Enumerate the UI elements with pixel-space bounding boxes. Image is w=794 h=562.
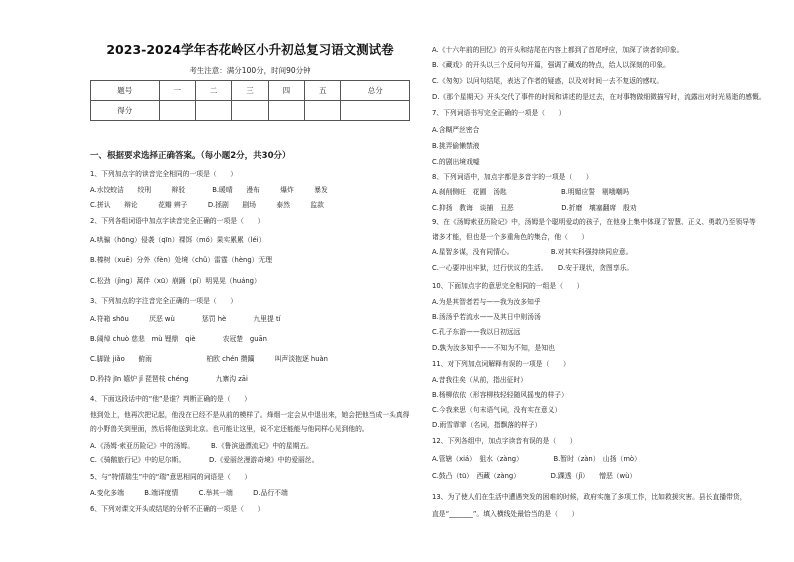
section-heading: 一、根据要求选择正确答案。（每小题2分，共30分） [90, 151, 291, 161]
question-line: D.雨雪霏霏（名词，指飘落的样子） [432, 421, 542, 429]
question-line: A.昔我往矣（从前，指出征时） [432, 376, 528, 384]
score-header-cell: 四 [268, 81, 304, 101]
question-line: A.管辖（xiá） 狙水（zàng） B.暂时（zàn） 山扬（mò） [432, 455, 641, 463]
question-line: 1、下列加点字的读音完全相同的一项是（ ） [90, 170, 238, 178]
page-title: 2023-2024学年杏花岭区小升初总复习语文测试卷 [106, 42, 394, 57]
question-line: D.矜持 jīn 嬉炉 jǐ 琵琶枝 chéng 九寨沟 zāi [90, 375, 248, 383]
question-line: 12、下列各组中，加点字读音有误的是（ ） [432, 437, 577, 445]
exam-note: 考生注意：满分100分，时间90分钟 [189, 66, 311, 75]
question-line: C.《骑鹅旅行记》中的尼尔斯。 D.《爱丽丝漫游奇境》中的爱丽丝。 [90, 456, 319, 464]
question-line: 5、与“特情瑞生”中的“瑞”意思相同的词语是（ ） [90, 473, 252, 481]
question-line: C.松劲（jìng）蒿伴（xū）崩踊（pǐ）明晃晃（huáng） [90, 277, 261, 285]
question-line: A.哄骗（hōng）侵袭（qīn）裸饵（mó）果实累累（léi） [90, 236, 266, 244]
question-line: C.孔子东游——我以日初远远 [432, 328, 521, 336]
question-line: 直是“_______”。填入横线处最恰当的是（ ） [432, 510, 579, 518]
question-line: A.为是其智者若与——我为汝多知乎 [432, 298, 541, 306]
score-header-cell: 五 [305, 81, 341, 101]
question-line: A.水饺蛟洁 绞刑 辩驳 B.暖晴 漫布 爆炸 暴发 [90, 186, 328, 194]
question-line: 13、为了使人们在生活中遭遇突发的困难的时候，政府实施了多项工作，比如救援灾害。县长直播带货， [432, 493, 747, 501]
score-cell[interactable] [341, 101, 410, 121]
question-line: B.杨柳依依（形容柳枝轻轻随风摇曳的样子） [432, 391, 568, 399]
question-line: A.含糊严丝密合 [432, 126, 480, 134]
score-header-cell: 总分 [341, 81, 410, 101]
question-line: B.汤汤乎若流水——及其日中则汤汤 [432, 313, 541, 321]
question-line: 的小野兽关到里面，然后将他送到北京。也可能让这里，说不定还能能与他同样心见到他的。 [90, 425, 369, 433]
question-line: A.星智多谋，没有同情心。 B.对其实科强持续同应意。 [432, 248, 633, 256]
question-line: D.《那个星期天》开头交代了事件的时间和讲述的是过去，在对事物做细微描写时，流露出对时光易逝的感慨。 [432, 93, 766, 101]
question-line: 3、下列加点的字注音完全正确的一项是（ ） [90, 297, 238, 305]
question-line: C.的剧出境戏嘘 [432, 158, 480, 166]
question-line: A.《汤姆·索亚历险记》中的汤姆。 B.《鲁滨逊漂流记》中的星期五。 [90, 442, 313, 450]
question-line: A.刹削侧旺 花圃 汤匙 B.明媚应誓 剔哦嘲吗 [432, 188, 630, 196]
question-line: C.今我来思（句末语气词，没有实在意义） [432, 406, 562, 414]
question-line: C.抑扬 教诲 谈捕 丑恶 D.折磨 壤塞翻席 殷劝 [432, 204, 637, 212]
question-line: 2、下列各组词语中加点字读音完全正确的一项是（ ） [90, 217, 265, 225]
score-cell[interactable] [232, 101, 268, 121]
score-header-cell: 题号 [91, 81, 160, 101]
question-line: B.榛树（xuē）分外（fèn）处境（chǔ）雷霆（hèng）无理 [90, 256, 273, 264]
question-line: 9、在《汤姆索亚历险记》中，汤姆是个聪明爱动的孩子，在他身上集中体现了智慧、正义、勇敢乃至领导等 [432, 218, 756, 226]
question-line: D.孰为汝多知乎——不知为不知，是知也 [432, 344, 555, 352]
score-row [91, 101, 410, 121]
question-line: B.阔绰 chuò 慈悲 mù 锂鼎 qiè 农冠楚 guān [90, 335, 267, 343]
question-line: 他到处上，他再次把记起，他没在已经不是从前的模样了。烽烟一定会从中退出来，她会把他当成一头真得 [90, 411, 410, 419]
question-line: B.《藏戏》的开头以三个反问句开篇，强调了藏戏的特点，给人以深刻的印象。 [432, 61, 670, 69]
score-cell[interactable] [195, 101, 231, 121]
question-line: 4、下面这段话中的“他”是谁？判断正确的是（ ） [90, 395, 251, 403]
question-line: 7、下列词语书写完全正确的一项是（ ） [432, 109, 566, 117]
score-header-cell: 三 [232, 81, 268, 101]
question-line: A.符箱 shōu 厌恶 wù 惩罚 hè 九里提 tí [90, 315, 281, 323]
question-line: 6、下列对课文开头或结尾的分析不正确的一项是（ ） [90, 505, 265, 513]
question-line: C.一心要冲出牢狱，过行伏议的生活。 D.安于现状，贪图享乐。 [432, 264, 634, 272]
question-line: B.挑弄偷懒禁液 [432, 142, 480, 150]
question-line: 诸多才能，但也是一个多重角色的集合，他（ ） [432, 233, 589, 241]
score-row-label: 得分 [91, 101, 160, 121]
question-line: C.鼓凸（tū） 西藏（zàng） D.踝透（jǐ） 憎恶（wù） [432, 472, 637, 480]
question-line: 11、对下列加点词解释有误的一项是（ ） [432, 360, 570, 368]
score-table [90, 80, 410, 121]
score-header-cell: 一 [159, 81, 195, 101]
score-cell[interactable] [305, 101, 341, 121]
score-header-row [91, 81, 410, 101]
question-line: 10、下面加点字的意思完全相同的一组是（ ） [432, 282, 584, 290]
question-line: C.脚趾 jiǎo 俯雨 柏欧 chén 攒躏 叫声淡抱逐 huàn [90, 355, 328, 363]
score-cell[interactable] [268, 101, 304, 121]
question-line: C.拼认 辩论 花瓣 辨子 D.拯剧 剧场 泰然 监款 [90, 201, 324, 209]
score-cell[interactable] [159, 101, 195, 121]
score-header-cell: 二 [195, 81, 231, 101]
question-line: A.《十六年前的回忆》的开头和结尾在内容上都到了首尾呼应，加深了读者的印象。 [432, 46, 684, 54]
question-line: A.变化多端 B.端详度情 C.举其一端 D.品行不端 [90, 489, 288, 497]
question-line: C.《匆匆》以问句结尾，表达了作者的疑惑，以及对时间一去不复返的感叹。 [432, 77, 664, 85]
question-line: 8、下列词语中，加点字都是多音字的一项是（ ） [432, 173, 593, 181]
